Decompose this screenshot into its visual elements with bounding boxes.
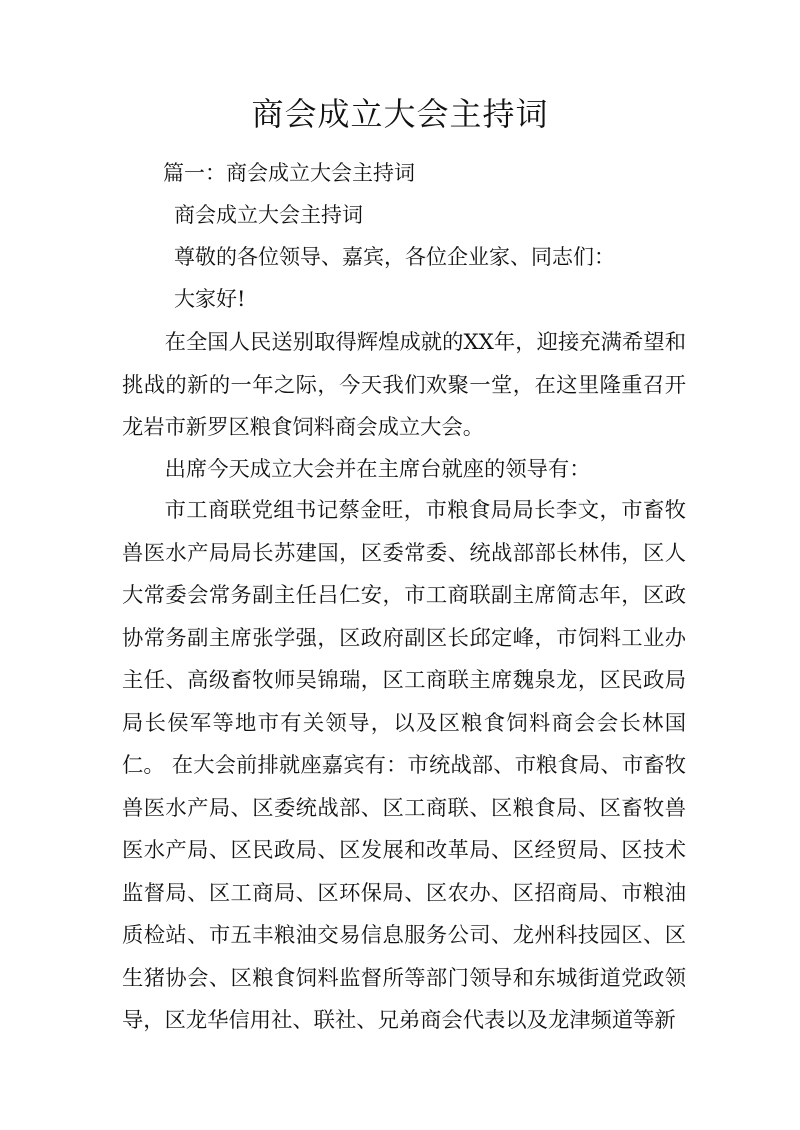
subtitle: 商会成立大会主持词 [174,203,363,227]
salutation: 尊敬的各位领导、嘉宾，各位企业家、同志们： [174,245,615,269]
paragraph-attendance-intro: 出席今天成立大会并在主席台就座的领导有： [164,457,591,482]
paragraph-opening: 在全国人民送别取得辉煌成就的XX年，迎接充满希望和挑战的新的一年之际，今天我们欢聚一堂，在这里隆重召开龙岩市新罗区粮食饲料商会成立大会。 [122,330,686,440]
paragraph-attendee-list: 市工商联党组书记蔡金旺，市粮食局局长李文，市畜牧兽医水产局局长苏建国，区委常委、统战部部长林伟，区人大常委会常务副主任吕仁安，市工商联副主席简志年，区政协常务副主席张学强，区政府副区长邱定峰，市饲料工业办主任、高级畜牧师吴锦瑞，区工商联主席魏泉龙，区民政局局长侯军等地市有关领导，以及区粮食饲料商会会长林国仁。 在大会前排就座嘉宾有：市统战部、市粮食局、市畜牧兽医水产局、区委统战部、区工商联、区粮食局、区畜牧兽医水产局、区民政局、区发展和改革局、区经贸局、区技术监督局、区工商局、区环保局、区农办、区招商局、市粮油质检站、市五丰粮油交易信息服务公司、龙州科技园区、区生猪协会、区粮食饲料监督所等部门领导和东城街道党政领导，区龙华信用社、联社、兄弟商会代表以及龙津频道等新 [122,498,686,1033]
document-title: 商会成立大会主持词 [251,95,549,133]
section-heading: 篇一：商会成立大会主持词 [163,161,415,185]
greeting: 大家好! [174,287,246,311]
